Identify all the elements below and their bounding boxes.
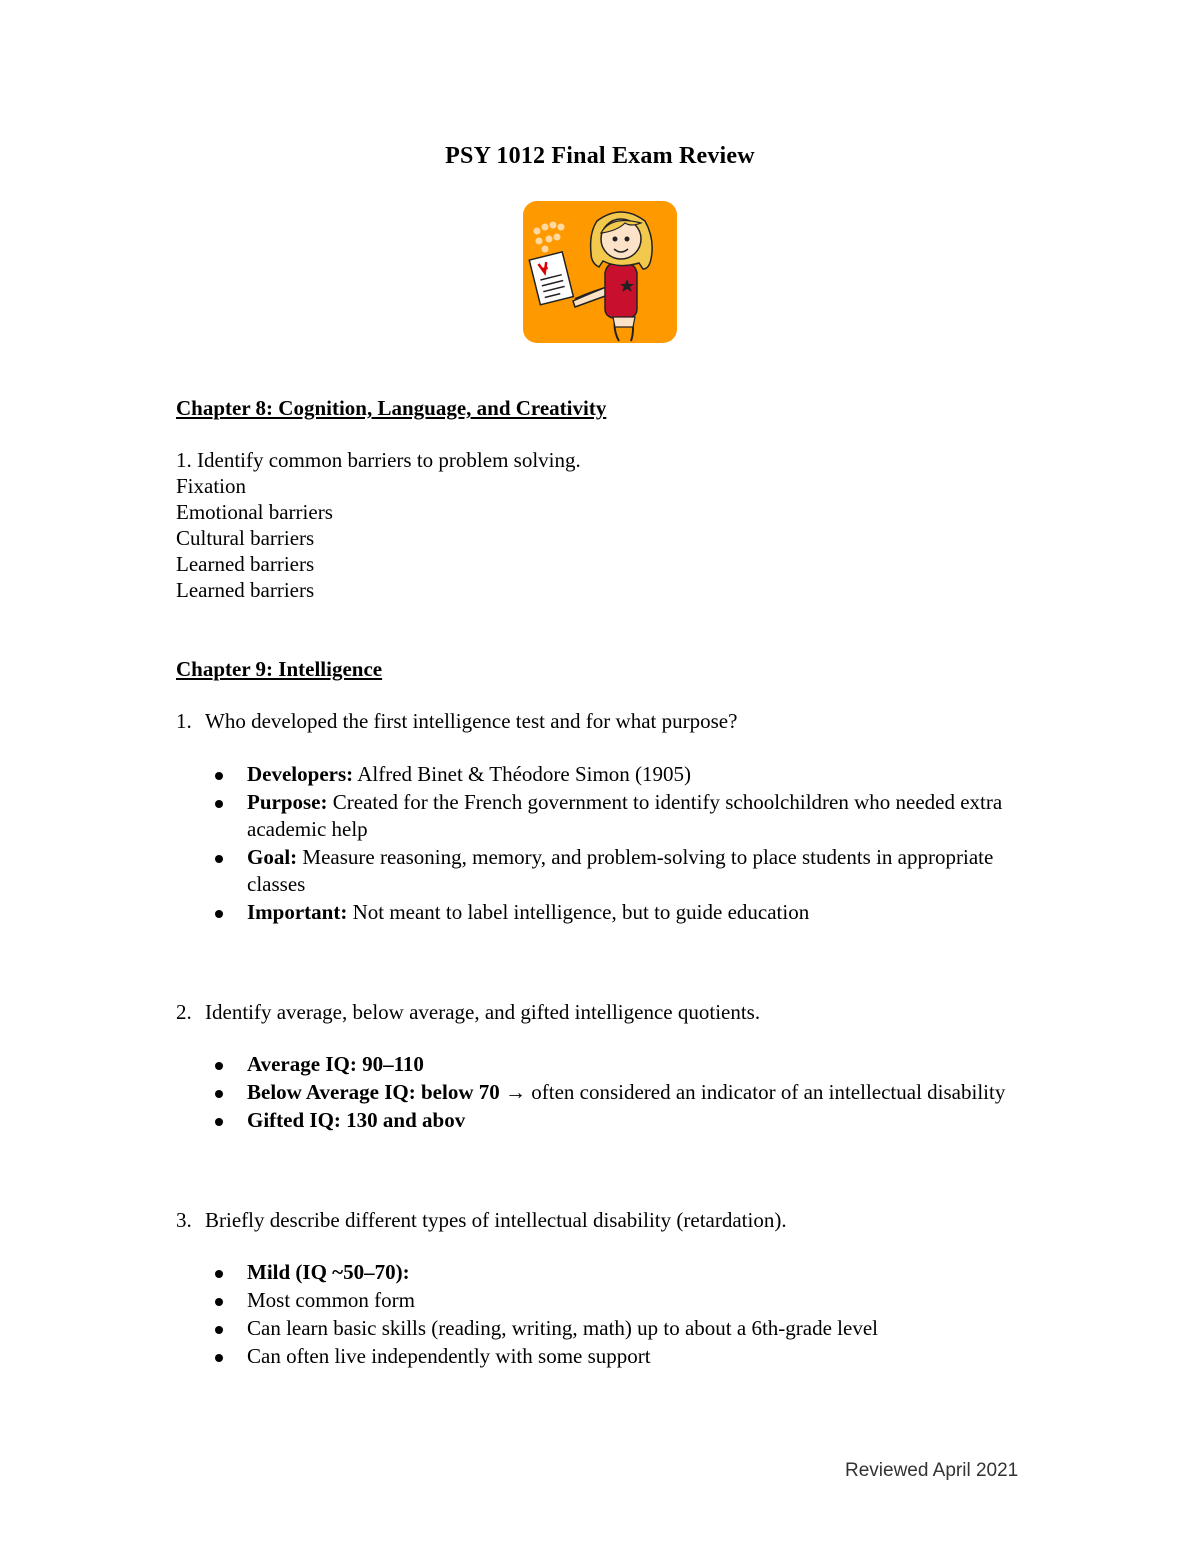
bullet-icon bbox=[215, 800, 223, 808]
list-item bbox=[176, 899, 1056, 926]
bullet-text: Can often live independently with some support bbox=[247, 1344, 651, 1368]
bullet-label: Average IQ: 90–110 bbox=[247, 1052, 424, 1076]
bullet-text: Created for the French government to identify schoolchildren who needed extra academic help bbox=[247, 790, 1003, 841]
bullet-label: Below Average IQ: below 70 bbox=[247, 1080, 500, 1104]
question-number: 3. bbox=[176, 1208, 192, 1232]
chapter-9-heading: Chapter 9: Intelligence bbox=[176, 657, 383, 681]
list-item bbox=[176, 761, 1056, 788]
bullet-icon bbox=[215, 1298, 223, 1306]
bullet-icon bbox=[215, 772, 223, 780]
question-number: 2. bbox=[176, 1000, 192, 1024]
question-text: Who developed the first intelligence test and for what purpose? bbox=[205, 709, 738, 733]
list-item bbox=[176, 1259, 1056, 1286]
bullet-label: Gifted IQ: 130 and abov bbox=[247, 1108, 466, 1132]
answer-line: Cultural barriers bbox=[176, 526, 315, 550]
bullet-label: Developers: bbox=[247, 762, 354, 786]
bullet-icon bbox=[215, 1090, 223, 1098]
bullet-list bbox=[176, 1051, 1056, 1134]
bullet-icon bbox=[215, 855, 223, 863]
list-item bbox=[176, 1287, 1056, 1314]
question-text: Identify average, below average, and gifted intelligence quotients. bbox=[205, 1000, 761, 1024]
bullet-icon bbox=[215, 1118, 223, 1126]
bullet-text: Can learn basic skills (reading, writing, math) up to about a 6th-grade level bbox=[247, 1316, 878, 1340]
question-number: 1. bbox=[176, 448, 192, 472]
bullet-icon bbox=[215, 1270, 223, 1278]
question-number: 1. bbox=[176, 709, 192, 733]
chapter-8-heading: Chapter 8: Cognition, Language, and Creativity bbox=[176, 396, 607, 420]
list-item bbox=[176, 844, 1056, 898]
chapter-9-question-1 bbox=[176, 708, 1056, 734]
chapter-8-question-1 bbox=[176, 447, 1056, 473]
question-text: Briefly describe different types of intellectual disability (retardation). bbox=[205, 1208, 787, 1232]
bullet-label: Important: bbox=[247, 900, 348, 924]
bullet-text: Measure reasoning, memory, and problem-solving to place students in appropriate classes bbox=[247, 845, 994, 896]
bullet-icon bbox=[215, 1354, 223, 1362]
bullet-text: Most common form bbox=[247, 1288, 415, 1312]
bullet-text: Not meant to label intelligence, but to guide education bbox=[347, 900, 810, 924]
chapter-9-question-2 bbox=[176, 999, 1056, 1025]
answer-line: Learned barriers bbox=[176, 552, 315, 576]
bullet-list bbox=[176, 761, 1056, 926]
answer-line: Emotional barriers bbox=[176, 500, 333, 524]
list-item bbox=[176, 789, 1056, 843]
bullet-label: Mild (IQ ~50–70): bbox=[247, 1260, 410, 1284]
list-item bbox=[176, 1107, 1056, 1134]
student-holding-graded-paper-icon bbox=[523, 201, 677, 343]
bullet-label: Goal: bbox=[247, 845, 298, 869]
bullet-label: Purpose: bbox=[247, 790, 328, 814]
bullet-icon bbox=[215, 1062, 223, 1070]
answer-line: Learned barriers bbox=[176, 578, 315, 602]
list-item bbox=[176, 1343, 1056, 1370]
list-item bbox=[176, 1051, 1056, 1078]
question-text: Identify common barriers to problem solving. bbox=[197, 448, 581, 472]
bullet-text: Alfred Binet & Théodore Simon (1905) bbox=[353, 762, 692, 786]
answer-line: Fixation bbox=[176, 474, 247, 498]
chapter-9-question-3 bbox=[176, 1207, 1056, 1233]
bullet-icon bbox=[215, 1326, 223, 1334]
document-body bbox=[176, 395, 1056, 1371]
bullet-list bbox=[176, 1259, 1056, 1370]
footer-review-date: Reviewed April 2021 bbox=[845, 1460, 1019, 1481]
document-title: PSY 1012 Final Exam Review bbox=[445, 143, 755, 169]
list-item bbox=[176, 1079, 1056, 1106]
bullet-icon bbox=[215, 910, 223, 918]
bullet-text: → often considered an indicator of an intellectual disability bbox=[499, 1080, 1006, 1104]
list-item bbox=[176, 1315, 1056, 1342]
